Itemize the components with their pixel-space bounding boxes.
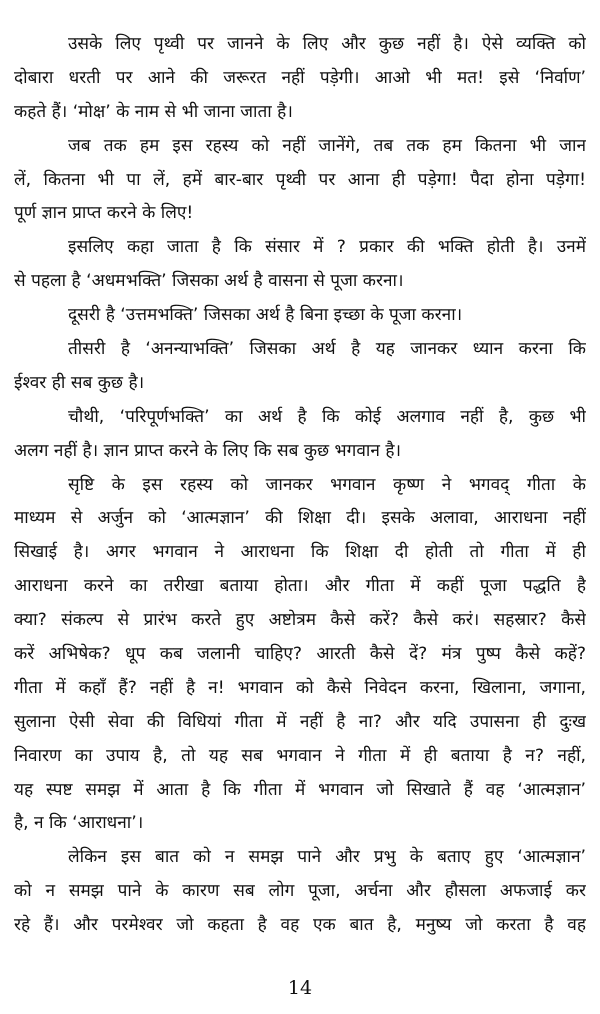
text-line: माध्यम से अर्जुन को ‘आत्मज्ञान’ की शिक्षा दी। इसके अलावा, आराधना नहीं: [14, 508, 586, 529]
text-line: तीसरी है ‘अनन्याभक्ति’ जिसका अर्थ है यह जानकर ध्यान करना कि: [68, 339, 586, 360]
text-line: सुलाना ऐसी सेवा की विधियां गीता में नहीं है ना? और यदि उपासना ही दुःख: [14, 711, 586, 732]
text-line: आराधना करने का तरीखा बताया होता। और गीता में कहीं पूजा पद्धति है: [14, 576, 586, 597]
text-line: जब तक हम इस रहस्य को नहीं जानेंगे, तब तक हम कितना भी जान: [68, 135, 586, 156]
text-line: क्या? संकल्प से प्रारंभ करते हुए अष्टोत्रम कैसे करें? कैसे करं। सहस्रार? कैसे: [14, 610, 586, 631]
text-line: अलग नहीं है। ज्ञान प्राप्त करने के लिए कि सब कुछ भगवान है।: [14, 440, 401, 461]
page-text-body: [14, 28, 586, 943]
text-line: लें, कितना भी पा लें, हमें बार-बार पृथ्वी पर आना ही पड़ेगा! पैदा होना पड़ेगा!: [14, 169, 586, 190]
text-line: कहते हैं। ‘मोक्ष’ के नाम से भी जाना जाता है।: [14, 101, 293, 122]
text-line: लेकिन इस बात को न समझ पाने और प्रभु के बताए हुए ‘आत्मज्ञान’: [68, 847, 586, 868]
text-line: सृष्टि के इस रहस्य को जानकर भगवान कृष्ण ने भगवद् गीता के: [68, 474, 586, 495]
text-line: उसके लिए पृथ्वी पर जानने के लिए और कुछ नहीं है। ऐसे व्यक्ति को: [68, 34, 586, 54]
text-line: दूसरी है ‘उत्तमभक्ति’ जिसका अर्थ है बिना इच्छा के पूजा करना।: [68, 305, 463, 326]
text-line: निवारण का उपाय है, तो यह सब भगवान ने गीता में ही बताया है न? नहीं,: [14, 745, 586, 766]
text-line: से पहला है ‘अधमभक्ति’ जिसका अर्थ है वासना से पूजा करना।: [14, 271, 404, 292]
text-line: सिखाई है। अगर भगवान ने आराधना कि शिक्षा दी होती तो गीता में ही: [14, 542, 586, 563]
text-line: दोबारा धरती पर आने की जरूरत नहीं पड़ेगी। आओ भी मत! इसे ‘निर्वाण’: [14, 67, 586, 88]
text-line: इसलिए कहा जाता है कि संसार में ? प्रकार की भक्ति होती है। उनमें: [68, 237, 586, 258]
text-line: चौथी, ‘परिपूर्णभक्ति’ का अर्थ है कि कोई अलगाव नहीं है, कुछ भी: [68, 406, 586, 427]
text-line: करें अभिषेक? धूप कब जलानी चाहिए? आरती कैसे दें? मंत्र पुष्प कैसे कहें?: [14, 644, 586, 665]
page-number: 14: [287, 977, 313, 999]
text-line: को न समझ पाने के कारण सब लोग पूजा, अर्चना और हौसला अफजाई कर: [14, 881, 586, 902]
text-line: यह स्पष्ट समझ में आता है कि गीता में भगवान जो सिखाते हैं वह ‘आत्मज्ञान’: [14, 779, 586, 800]
text-line: रहे हैं। और परमेश्वर जो कहता है वह एक बात है, मनुष्य जो करता है वह: [14, 915, 586, 936]
text-line: गीता में कहाँ हैं? नहीं है न! भगवान को कैसे निवेदन करना, खिलाना, जगाना,: [14, 677, 586, 698]
text-line: पूर्ण ज्ञान प्राप्त करने के लिए!: [14, 203, 194, 224]
text-line: है, न कि ‘आराधना’।: [14, 813, 144, 834]
text-line: ईश्वर ही सब कुछ है।: [14, 372, 145, 393]
